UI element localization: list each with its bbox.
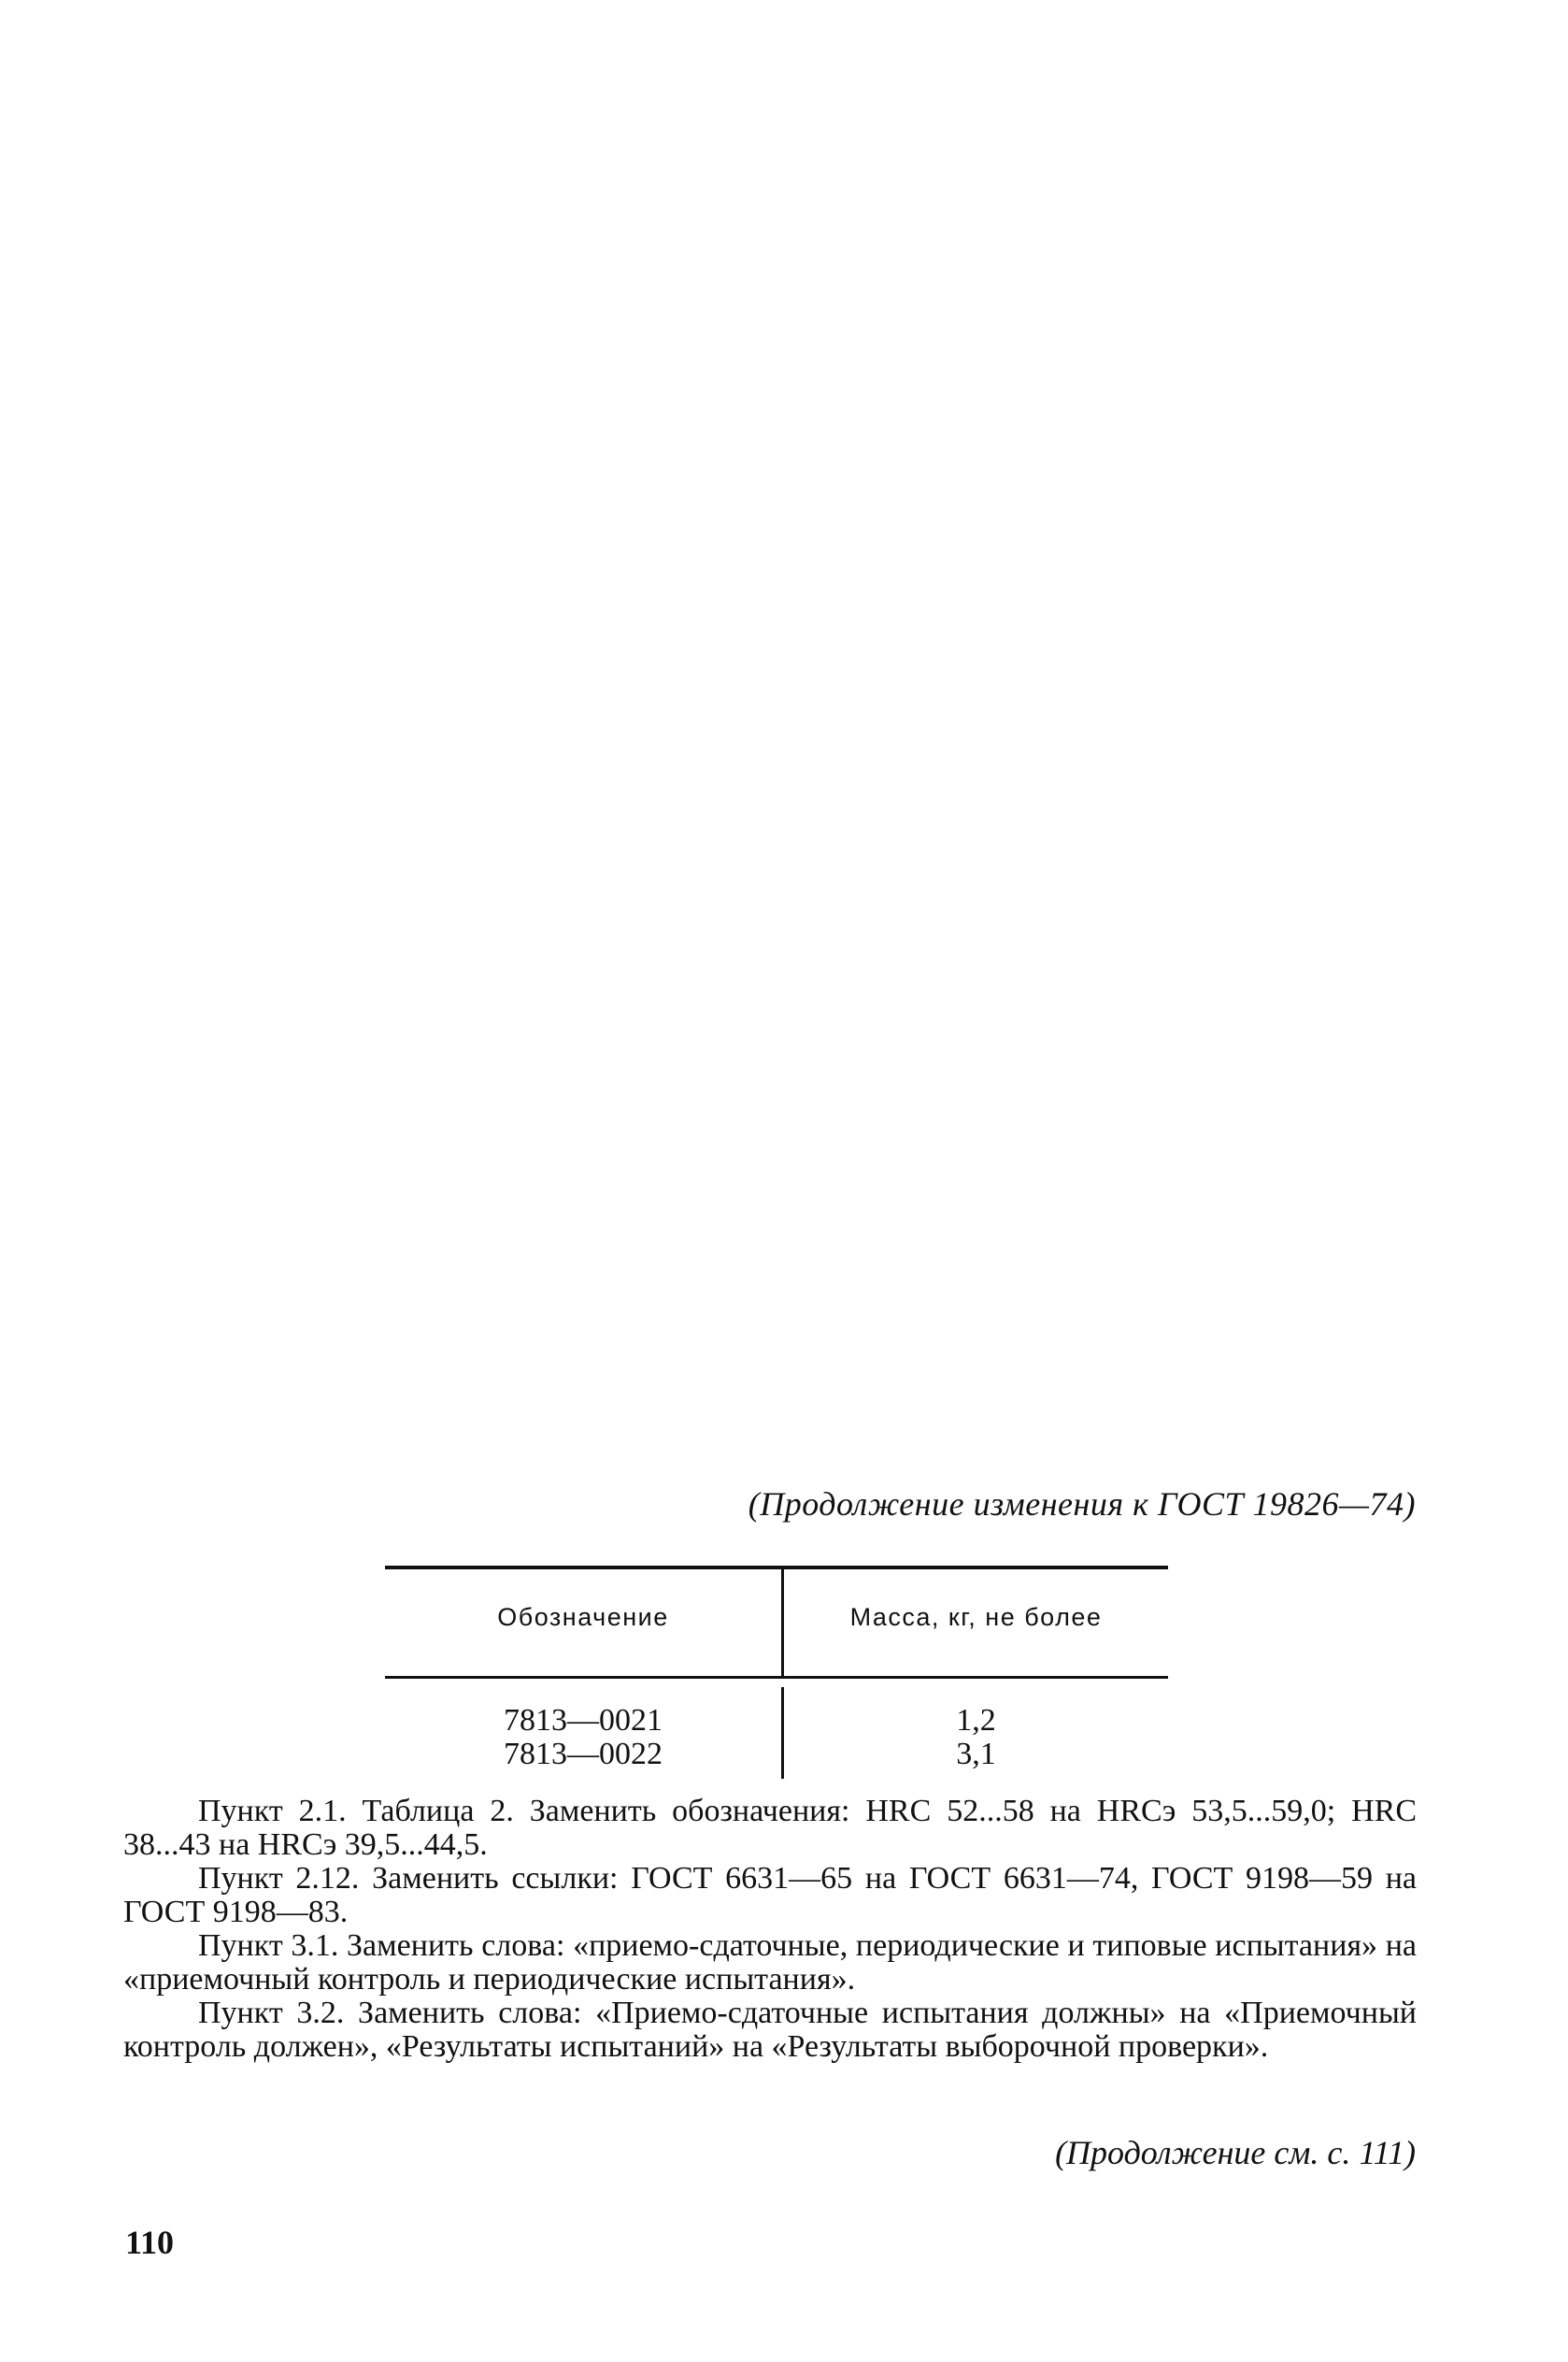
paragraph-3-2: Пункт 3.2. Заменить слова: «Приемо-сдаточные испытания должны» на «Приемочный контроль должен», «Результаты испытаний» на «Результаты выборочной проверки».	[123, 1996, 1417, 2064]
paragraph-2-12: Пункт 2.12. Заменить ссылки: ГОСТ 6631—65 на ГОСТ 6631—74, ГОСТ 9198—59 на ГОСТ 9198—83.	[123, 1861, 1417, 1929]
table-cell-designation: 7813—0021	[504, 1703, 663, 1738]
table-header-designation: Обозначение	[497, 1603, 669, 1631]
page-number: 110	[125, 2224, 175, 2261]
table-top-rule	[385, 1566, 1168, 1569]
table-header-mass: Масса, кг, не более	[849, 1603, 1103, 1631]
amendment-text	[123, 1795, 1417, 2064]
paragraph-3-1: Пункт 3.1. Заменить слова: «приемо-сдаточные, периодические и типовые испытания» на «приемочный контроль и периодические испытания».	[123, 1928, 1417, 1997]
table-cell-mass: 3,1	[956, 1737, 996, 1771]
continuation-header: (Продолжение изменения к ГОСТ 19826—74)	[748, 1485, 1416, 1523]
table-cell-mass: 1,2	[956, 1703, 996, 1738]
mass-table	[385, 1566, 1168, 1771]
table-header-rule	[385, 1676, 1168, 1679]
table-cell-designation: 7813—0022	[504, 1737, 663, 1771]
continuation-footer: (Продолжение см. с. 111)	[1055, 2134, 1416, 2171]
paragraph-2-1: Пункт 2.1. Таблица 2. Заменить обозначения: HRC 52...58 на HRCэ 53,5...59,0; HRC 38...43 на HRCэ 39,5...44,5.	[123, 1794, 1417, 1862]
